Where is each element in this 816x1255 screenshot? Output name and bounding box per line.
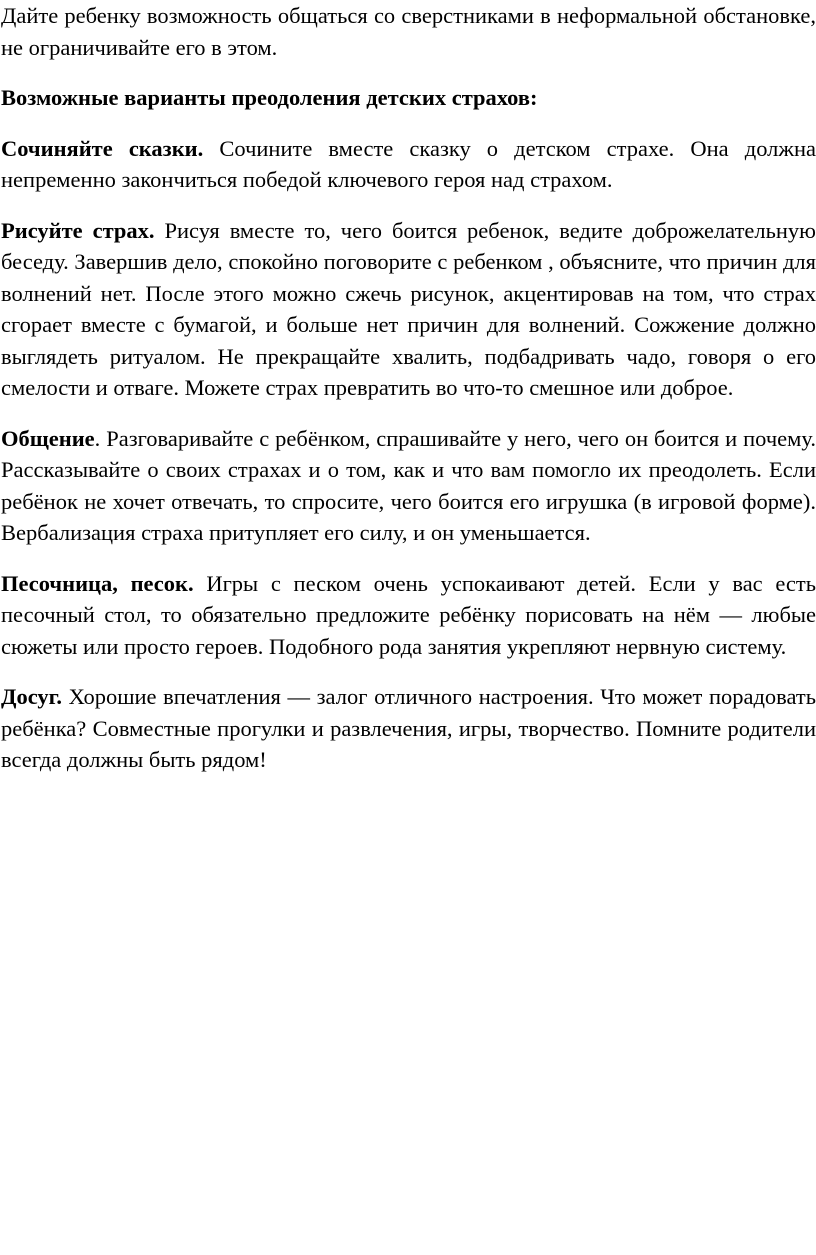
paragraph-text: Сочините вместе сказку о детском страхе. Она должна непременно закончиться победой ключевого героя над страхом. (1, 135, 816, 192)
paragraph-communication (1, 423, 816, 549)
paragraph-fairy-tales (1, 133, 816, 196)
paragraph-leisure (1, 681, 816, 776)
paragraph-title: Сочиняйте сказки. (1, 135, 204, 161)
paragraph-text: Игры с песком очень успокаивают детей. Если у вас есть песочный стол, то обязательно предложите ребёнку порисовать на нём — любые сюжеты или просто героев. Подобного рода занятия укрепляют нервную систему. (1, 570, 816, 659)
paragraph-title: Досуг. (1, 684, 62, 709)
section-heading: Возможные варианты преодоления детских страхов: (1, 85, 538, 110)
paragraph-title: Рисуйте страх. (1, 217, 155, 243)
paragraph-draw-fear (1, 215, 816, 404)
paragraph-sandbox (1, 568, 816, 663)
intro-paragraph: Дайте ребенку возможность общаться со сверстниками в неформальной обстановке, не ограничивайте его в этом. (1, 3, 816, 60)
paragraph-text: Рисуя вместе то, чего боится ребенок, ведите доброжелательную беседу. Завершив дело, спокойно поговорите с ребенком , объясните, что причин для волнений нет. После этого можно сжечь рисунок, акцентировав на том, что страх сгорает вместе с бумагой, и больше нет причин для волнений. Сожжение должно выглядеть ритуалом. Не прекращайте хвалить, подбадривать чадо, говоря о его смелости и отваге. Можете страх превратить во что-то смешное или доброе. (1, 217, 816, 400)
paragraph-title: Песочница, песок. (1, 570, 194, 596)
paragraph-text: Хорошие впечатления — залог отличного настроения. Что может порадовать ребёнка? Совместные прогулки и развлечения, игры, творчество. Помните родители всегда должны быть рядом! (1, 684, 816, 772)
paragraph-text: . Разговаривайте с ребёнком, спрашивайте у него, чего он боится и почему. Рассказывайте о своих страхах и о том, как и что вам помогло их преодолеть. Если ребёнок не хочет отвечать, то спросите, чего боится его игрушка (в игровой форме). Вербализация страха притупляет его силу, и он уменьшается. (1, 425, 816, 545)
paragraph-title: Общение (1, 425, 95, 451)
